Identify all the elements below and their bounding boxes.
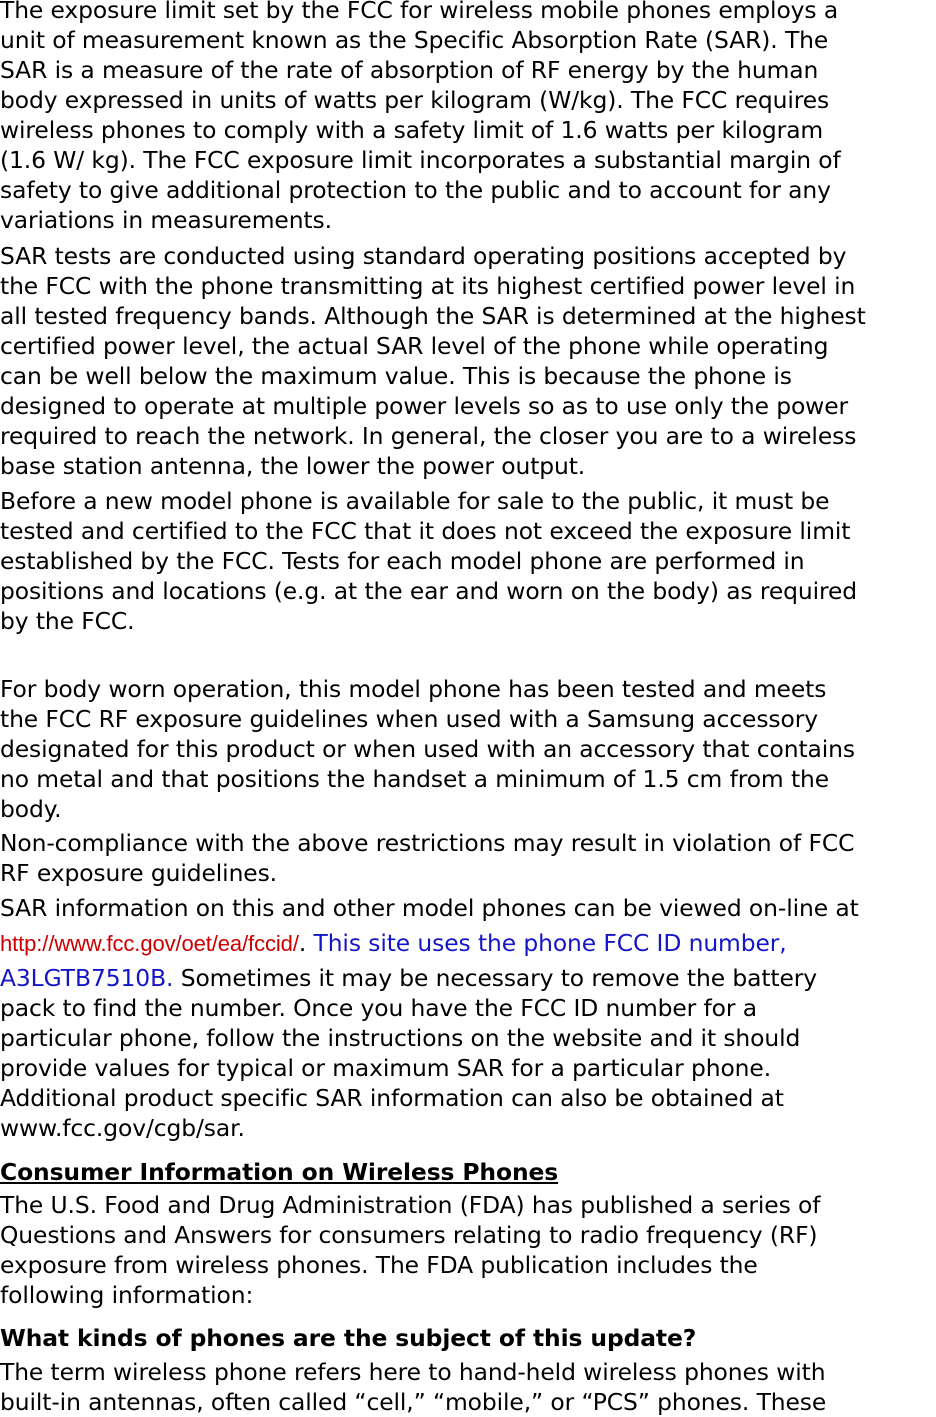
text-line: following information: [0, 1281, 254, 1309]
fcc-id-note: This site uses the phone FCC ID number, [306, 929, 787, 957]
fcc-id-link[interactable]: http://www.fcc.gov/oet/ea/fccid/ [0, 931, 299, 956]
text-line: RF exposure guidelines. [0, 859, 278, 887]
text-line [0, 928, 787, 959]
text-line: established by the FCC. Tests for each model phone are performed in [0, 547, 805, 575]
section-heading-consumer-info: Consumer Information on Wireless Phones [0, 1158, 559, 1186]
text-line: The U.S. Food and Drug Administration (FDA) has published a series of [0, 1191, 821, 1219]
text-line: body expressed in units of watts per kilogram (W/kg). The FCC requires [0, 86, 830, 114]
text-line: designated for this product or when used with an accessory that contains [0, 735, 855, 763]
text-line: pack to find the number. Once you have the FCC ID number for a [0, 994, 757, 1022]
text-span: Sometimes it may be necessary to remove the battery [173, 964, 818, 992]
text-line: variations in measurements. [0, 206, 332, 234]
text-line: wireless phones to comply with a safety limit of 1.6 watts per kilogram [0, 116, 824, 144]
text-line: Before a new model phone is available for sale to the public, it must be [0, 487, 830, 515]
text-line: built-in antennas, often called “cell,” “mobile,” or “PCS” phones. These [0, 1388, 827, 1416]
text-line: by the FCC. [0, 607, 135, 635]
text-line: (1.6 W/ kg). The FCC exposure limit incorporates a substantial margin of [0, 146, 841, 174]
fcc-id-number: A3LGTB7510B. [0, 964, 174, 992]
text-line: the FCC RF exposure guidelines when used with a Samsung accessory [0, 705, 818, 733]
text-line: the FCC with the phone transmitting at its highest certified power level in [0, 272, 856, 300]
text-line [0, 963, 817, 993]
text-line: required to reach the network. In general, the closer you are to a wireless [0, 422, 857, 450]
text-line: The exposure limit set by the FCC for wireless mobile phones employs a [0, 0, 839, 24]
text-line: can be well below the maximum value. This is because the phone is [0, 362, 792, 390]
text-line: SAR tests are conducted using standard operating positions accepted by [0, 242, 847, 270]
text-line: base station antenna, the lower the power output. [0, 452, 586, 480]
text-line: exposure from wireless phones. The FDA publication includes the [0, 1251, 758, 1279]
text-line: Questions and Answers for consumers relating to radio frequency (RF) [0, 1221, 818, 1249]
text-line: certified power level, the actual SAR level of the phone while operating [0, 332, 829, 360]
text-line: tested and certified to the FCC that it does not exceed the exposure limit [0, 517, 851, 545]
text-line: SAR is a measure of the rate of absorption of RF energy by the human [0, 56, 819, 84]
section-heading-phone-kinds: What kinds of phones are the subject of this update? [0, 1324, 697, 1352]
text-line: particular phone, follow the instructions on the website and it should [0, 1024, 801, 1052]
text-line: Non-compliance with the above restrictions may result in violation of FCC [0, 829, 855, 857]
text-line: safety to give additional protection to the public and to account for any [0, 176, 831, 204]
text-line: www.fcc.gov/cgb/sar. [0, 1114, 245, 1142]
text-line: no metal and that positions the handset a minimum of 1.5 cm from the [0, 765, 830, 793]
period-text: . [298, 929, 307, 957]
text-line: Additional product specific SAR information can also be obtained at [0, 1084, 784, 1112]
text-line: For body worn operation, this model phone has been tested and meets [0, 675, 827, 703]
text-line: provide values for typical or maximum SAR for a particular phone. [0, 1054, 772, 1082]
text-line: body. [0, 795, 62, 823]
text-line: positions and locations (e.g. at the ear and worn on the body) as required [0, 577, 858, 605]
text-line: SAR information on this and other model phones can be viewed on-line at [0, 894, 859, 922]
text-line: The term wireless phone refers here to hand-held wireless phones with [0, 1358, 826, 1386]
text-line: unit of measurement known as the Specific Absorption Rate (SAR). The [0, 26, 829, 54]
text-line: designed to operate at multiple power levels so as to use only the power [0, 392, 849, 420]
text-line: all tested frequency bands. Although the SAR is determined at the highest [0, 302, 866, 330]
